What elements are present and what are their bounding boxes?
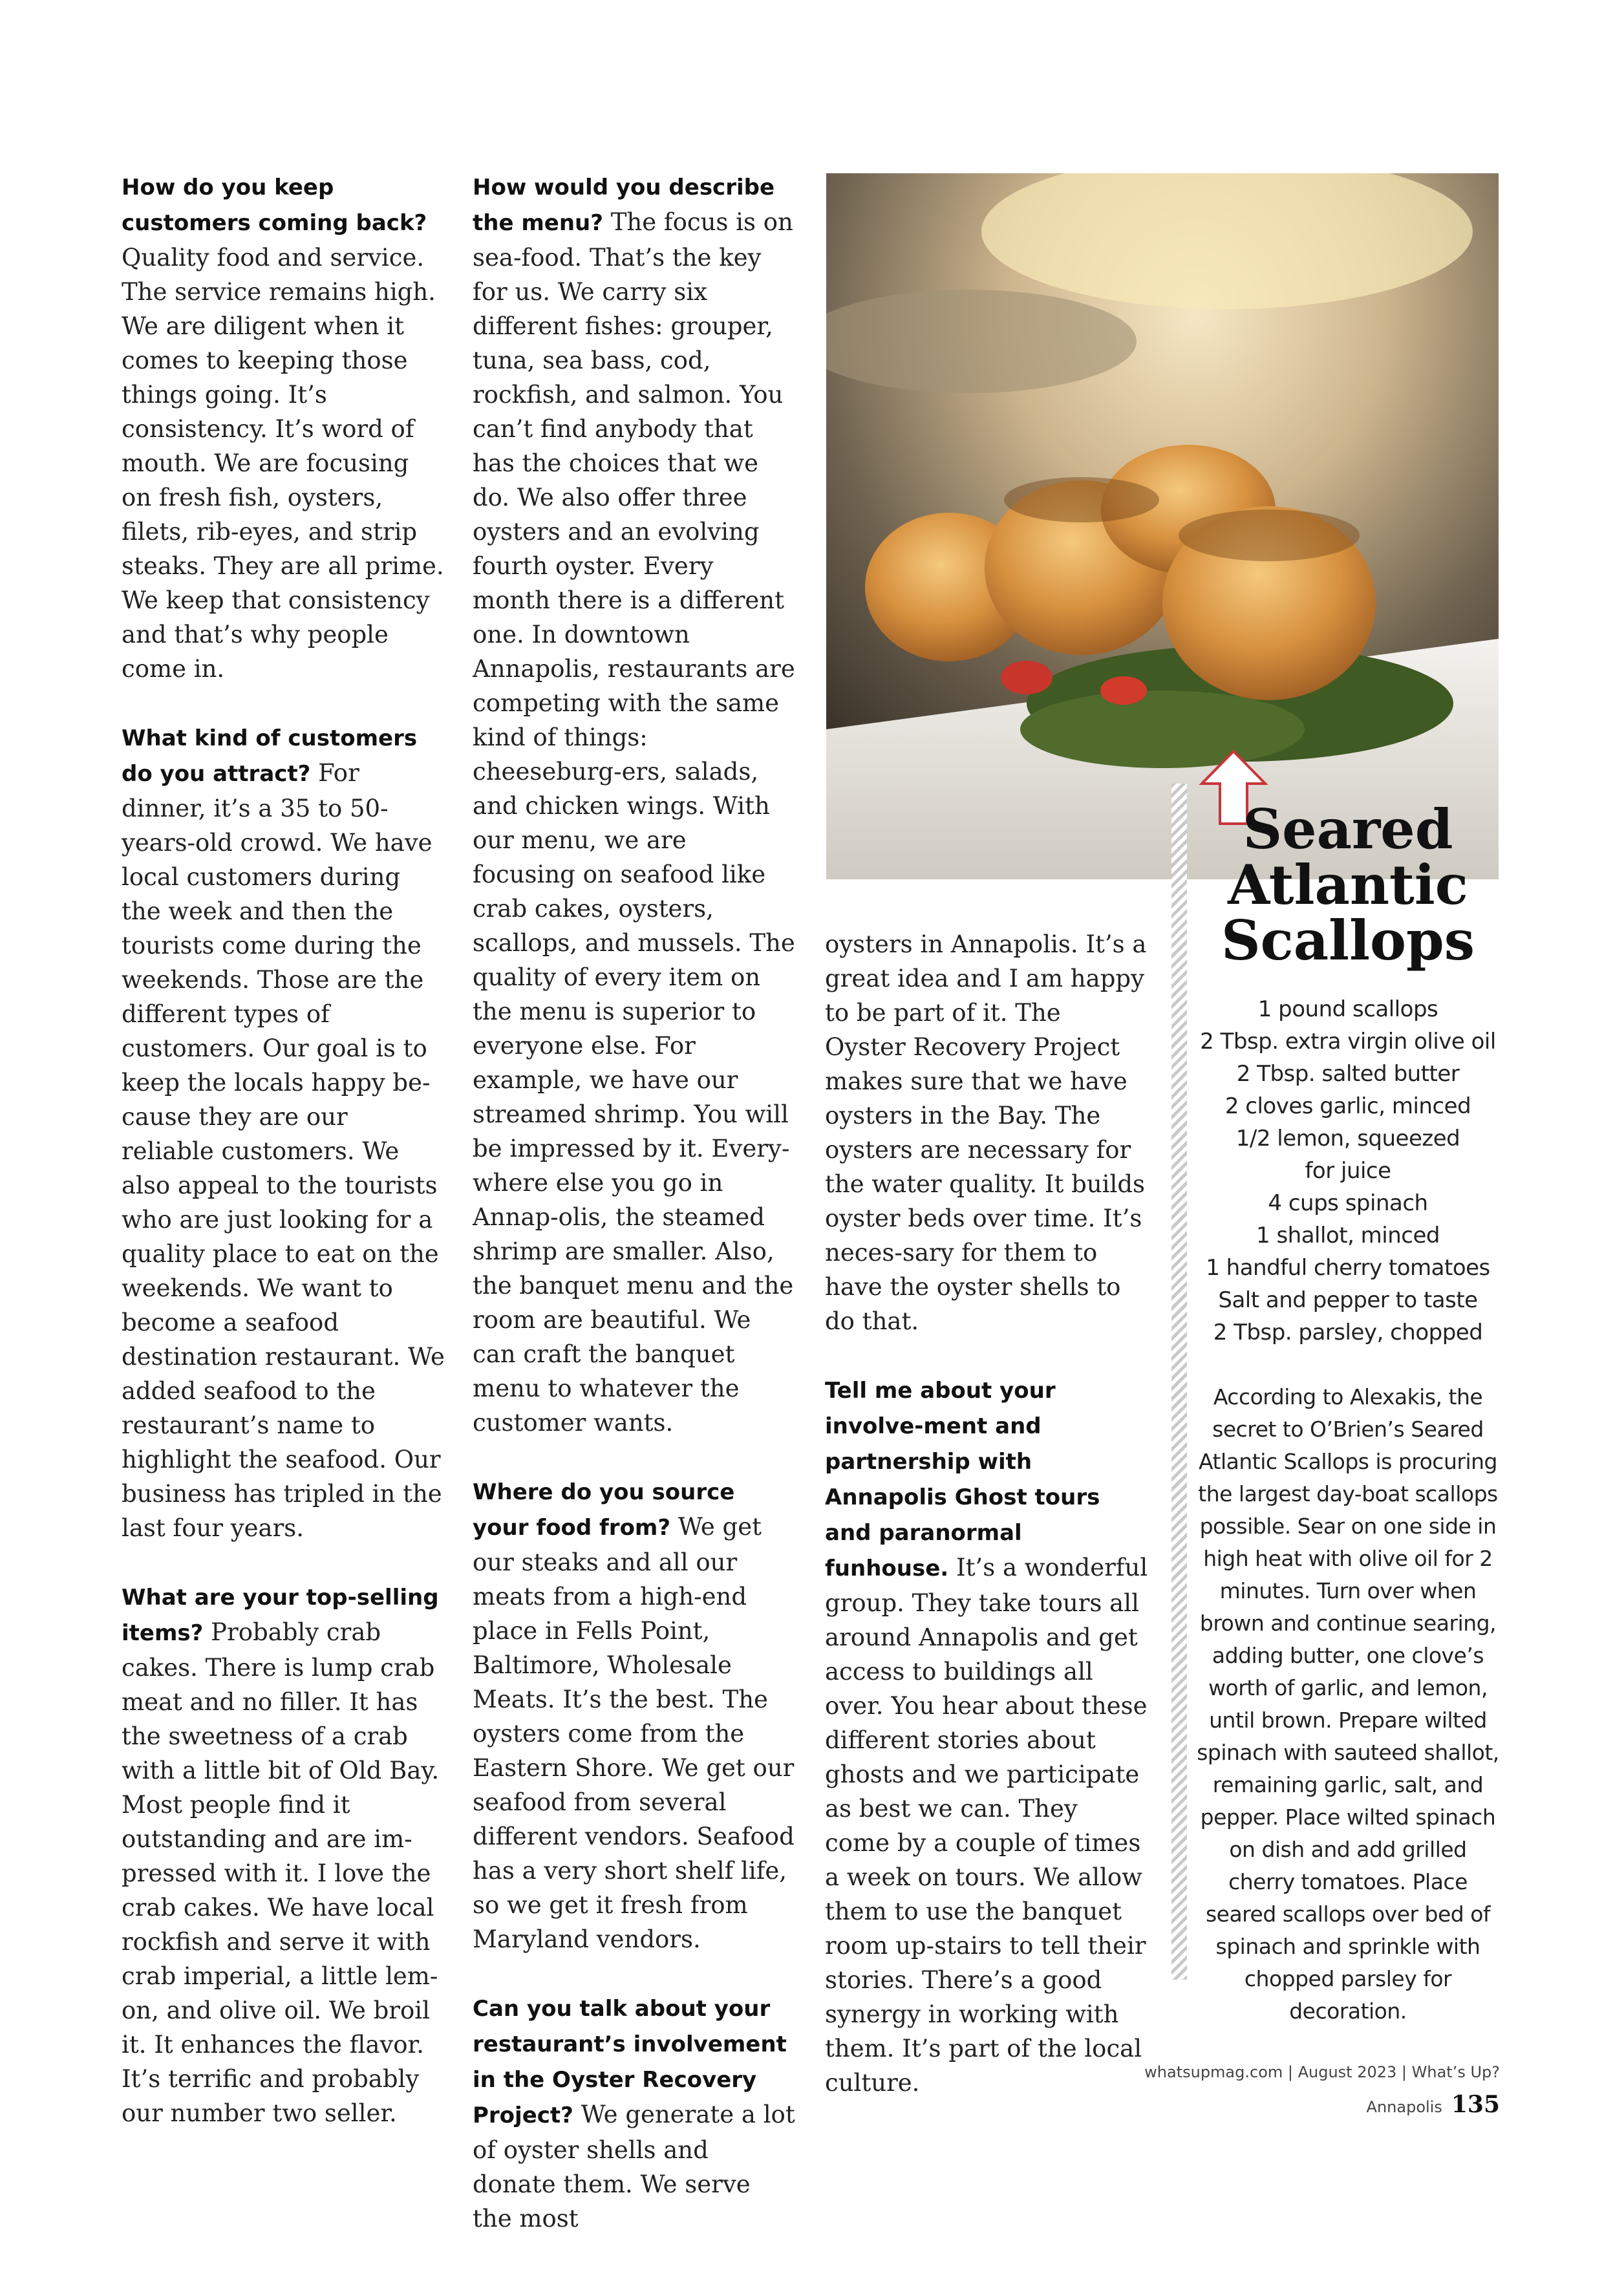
- recipe-title-line: Seared: [1243, 797, 1453, 861]
- footer-text: whatsupmag.com | August 2023 | What’s Up? Annapolis: [1144, 2063, 1500, 2116]
- recipe-sidebar: [1196, 797, 1500, 2028]
- article-column-2: [473, 169, 796, 2270]
- ingredient-item: 2 Tbsp. salted butter: [1236, 1061, 1460, 1087]
- ingredient-item: 2 Tbsp. extra virgin olive oil: [1200, 1029, 1496, 1055]
- qa-paragraph: [122, 720, 445, 1545]
- page-number: 135: [1451, 2091, 1500, 2118]
- answer: We get our steaks and all our meats from a high-end place in Fells Point, Baltimore, Wholesale Meats. It’s the best. The oysters come from the Eastern Shore. We get our seafood from several different vendors. Seafood has a very short shelf life, so we get it fresh from Maryland vendors.: [473, 1513, 795, 1953]
- question: How do you keep customers coming back?: [122, 175, 427, 236]
- article-column-1: [122, 169, 445, 2165]
- ingredient-item: 4 cups spinach: [1268, 1190, 1428, 1216]
- page-footer: [1009, 2056, 1500, 2123]
- qa-paragraph: [473, 169, 796, 1440]
- qa-paragraph: [473, 1474, 796, 1956]
- ingredient-list: [1196, 993, 1500, 1349]
- ingredient-item: 2 cloves garlic, minced: [1224, 1093, 1471, 1119]
- question: Where do you source your food from?: [473, 1479, 735, 1541]
- ingredient-item: 1 handful cherry tomatoes: [1206, 1255, 1490, 1281]
- ingredient-item: 1 pound scallops: [1257, 996, 1438, 1022]
- answer: We generate a lot of oyster shells and donate them. We serve the most: [473, 2101, 795, 2233]
- ingredient-item: 1 shallot, minced: [1256, 1223, 1440, 1248]
- ingredient-item: 2 Tbsp. parsley, chopped: [1213, 1320, 1483, 1345]
- qa-paragraph: [825, 1373, 1148, 2100]
- question: How would you describe the menu?: [473, 175, 775, 236]
- article-column-3: [825, 927, 1148, 2134]
- answer: The focus is on sea-food. That’s the key for us. We carry six different fishes: grouper, tuna, sea bass, cod, rockfish, and salmon. You can’t find anybody that has the choices that we do. We also offer three oysters and an evolving fourth oyster. Every month there is a different one. In downtown Annapolis, restaurants are competing with the same kind of things: cheeseburg-ers, salads, and chicken wings. With our menu, we are focusing on seafood like crab cakes, oysters, scallops, and mussels. The quality of every item on the menu is superior to everyone else. For example, we have our streamed shrimp. You will be impressed by it. Every-where else you go in Annap-olis, the steamed shrimp are smaller. Also, the banquet menu and the room are beautiful. We can craft the banquet menu to whatever the customer wants.: [473, 208, 795, 1437]
- question: What are your top-selling items?: [122, 1585, 439, 1646]
- qa-paragraph: [473, 1991, 796, 2236]
- ingredient-item: Salt and pepper to taste: [1218, 1287, 1478, 1313]
- answer: Probably crab cakes. There is lump crab meat and no filler. It has the sweetness of a crab with a little bit of Old Bay. Most people find it outstanding and are im-pressed with it. I love the crab cakes. We have local rockfish and serve it with crab imperial, a little lem-on, and olive oil. We broil it. It enhances the flavor. It’s terrific and probably our number two seller.: [122, 1618, 440, 2127]
- answer: For dinner, it’s a 35 to 50-years-old crowd. We have local customers during the week and then the tourists come during the weekends. Those are the different types of customers. Our goal is to keep the locals happy be-cause they are our reliable customers. We also appeal to the tourists who are just looking for a quality place to eat on the weekends. We want to become a seafood destination restaurant. We added seafood to the restaurant’s name to highlight the seafood. Our business has tripled in the last four years.: [122, 759, 445, 1542]
- qa-paragraph: [122, 1579, 445, 2130]
- question: What kind of customers do you attract?: [122, 725, 418, 787]
- qa-paragraph: [122, 169, 445, 686]
- recipe-title: [1196, 797, 1500, 972]
- recipe-title-line: Scallops: [1221, 908, 1475, 972]
- ingredient-item: 1/2 lemon, squeezed for juice: [1235, 1126, 1460, 1184]
- question: Can you talk about your restaurant’s involvement in the Oyster Recovery Project?: [473, 1996, 787, 2128]
- recipe-method: According to Alexakis, the secret to O’Brien’s Seared Atlantic Scallops is procuring the largest day-boat scallops possible. Sear on one side in high heat with olive oil for 2 minutes. Turn over when brown and continue searing, adding butter, one clove’s worth of garlic, and lemon, until brown. Prepare wilted spinach with sauteed shallot, remaining garlic, salt, and pepper. Place wilted spinach on dish and add grilled cherry tomatoes. Place seared scallops over bed of spinach and sprinkle with chopped parsley for decoration.: [1197, 1384, 1499, 2024]
- seared-scallops-photo: [826, 173, 1499, 879]
- answer: It’s a wonderful group. They take tours all around Annapolis and get access to buildings all over. You hear about these different stories about ghosts and we participate as best we can. They come by a couple of times a week on tours. We allow them to use the banquet room up-stairs to tell their stories. There’s a good synergy in working with them. It’s part of the local culture.: [825, 1554, 1148, 2097]
- paragraph: [825, 927, 1148, 1338]
- hatched-divider: [1171, 784, 1187, 1980]
- answer: Quality food and service. The service remains high. We are diligent when it comes to keeping those things going. It’s consistency. It’s word of mouth. We are focusing on fresh fish, oysters, filets, rib-eyes, and strip steaks. They are all prime. We keep that consistency and that’s why people come in.: [122, 244, 444, 683]
- question: Tell me about your involve-ment and partnership with Annapolis Ghost tours and paranormal funhouse.: [825, 1378, 1100, 1581]
- recipe-title-line: Atlantic: [1228, 853, 1468, 917]
- answer: oysters in Annapolis. It’s a great idea and I am happy to be part of it. The Oyster Recovery Project makes sure that we have oysters in the Bay. The oysters are necessary for the water quality. It builds oyster beds over time. It’s neces-sary for them to have the oyster shells to do that.: [825, 930, 1147, 1335]
